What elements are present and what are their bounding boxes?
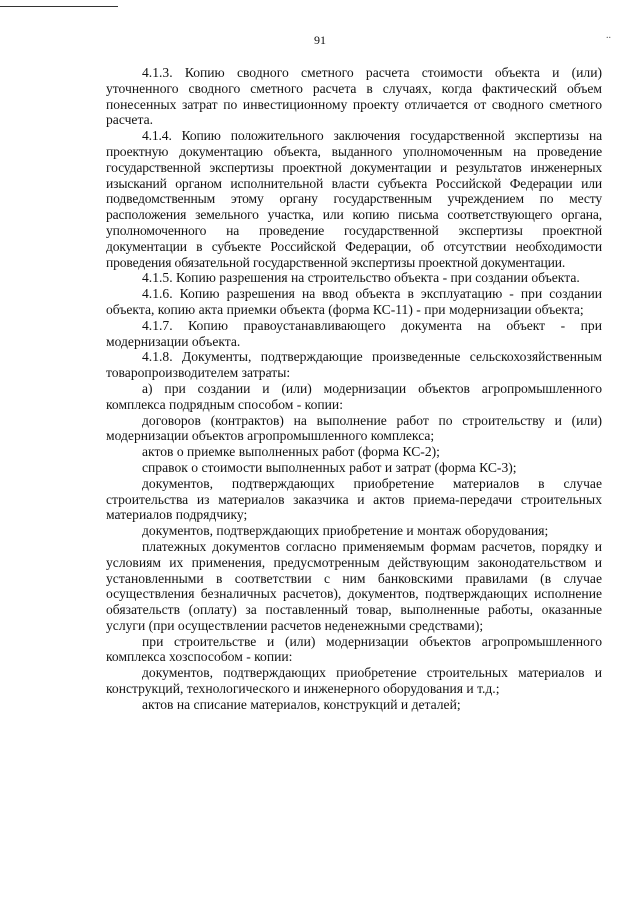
list-item-write-off: актов на списание материалов, конструкций и деталей; (142, 696, 461, 712)
paragraph-4-1-3: 4.1.3. Копию сводного сметного расчета стоимости объекта и (или) уточненного сводного сметного расчета в случаях, когда фактический объем понесенных затрат по инвестиционному проекту отличается от сводного сметного расчета. (106, 65, 602, 128)
paragraph-4-1-5: 4.1.5. Копию разрешения на строительство объекта - при создании объекта. (142, 270, 580, 286)
paragraph-own-method: при строительстве и (или) модернизации объектов агропромышленного комплекса хозспособом - копии: (106, 633, 602, 665)
list-item-own-materials: документов, подтверждающих приобретение строительных материалов и конструкций, технологического и инженерного оборудования и т.д.; (106, 665, 602, 697)
list-item-contracts: договоров (контрактов) на выполнение работ по строительству и (или) модернизации объектов агропромышленного комплекса; (106, 412, 602, 444)
list-item-equipment: документов, подтверждающих приобретение и монтаж оборудования; (142, 523, 549, 539)
list-item-materials: документов, подтверждающих приобретение материалов в случае строительства из материалов заказчика и актов приема-передачи строительных материалов подрядчику; (106, 475, 602, 523)
document-body (106, 65, 602, 713)
page-number: 91 (314, 33, 326, 47)
paragraph-4-1-4: 4.1.4. Копию положительного заключения государственной экспертизы на проектную документацию объекта, выданного уполномоченным на проведение государственной экспертизы проектной документации и результатов инженерных изысканий органом исполнительной власти субъекта Российской Федерации или подведомственным этому органу государственным учреждением по месту расположения земельного участка, или копию письма соответствующего органа, уполномоченного на проведение государственной экспертизы проектной документации в субъекте Российской Федерации, об отсутствии необходимости проведения обязательной государственной экспертизы проектной документации. (106, 128, 602, 270)
list-item-payments: платежных документов согласно применяемым формам расчетов, порядку и условиям их применения, предусмотренным действующим законодательством и установленными в соответствии с ним банковскими правилами (в случае осуществления безналичных расчетов), документов, подтверждающих исполнение обязательств (оплату) за поставленный товар, выполненные работы, оказанные услуги (при осуществлении расчетов неденежными средствами); (106, 538, 602, 633)
paragraph-4-1-8: 4.1.8. Документы, подтверждающие произведенные сельскохозяйственным товаропроизводителем затраты: (106, 349, 602, 381)
top-rule (0, 6, 118, 7)
paragraph-4-1-6: 4.1.6. Копию разрешения на ввод объекта в эксплуатацию - при создании объекта, копию акта приемки объекта (форма КС-11) - при модернизации объекта; (106, 286, 602, 317)
paragraph-4-1-7: 4.1.7. Копию правоустанавливающего документа на объект - при модернизации объекта. (106, 317, 602, 349)
list-item-ks2: актов о приемке выполненных работ (форма КС-2); (142, 444, 440, 460)
corner-mark: .. (606, 30, 611, 41)
list-item-ks3: справок о стоимости выполненных работ и затрат (форма КС-3); (142, 459, 517, 475)
paragraph-contract-method: а) при создании и (или) модернизации объектов агропромышленного комплекса подрядным способом - копии: (106, 380, 602, 412)
